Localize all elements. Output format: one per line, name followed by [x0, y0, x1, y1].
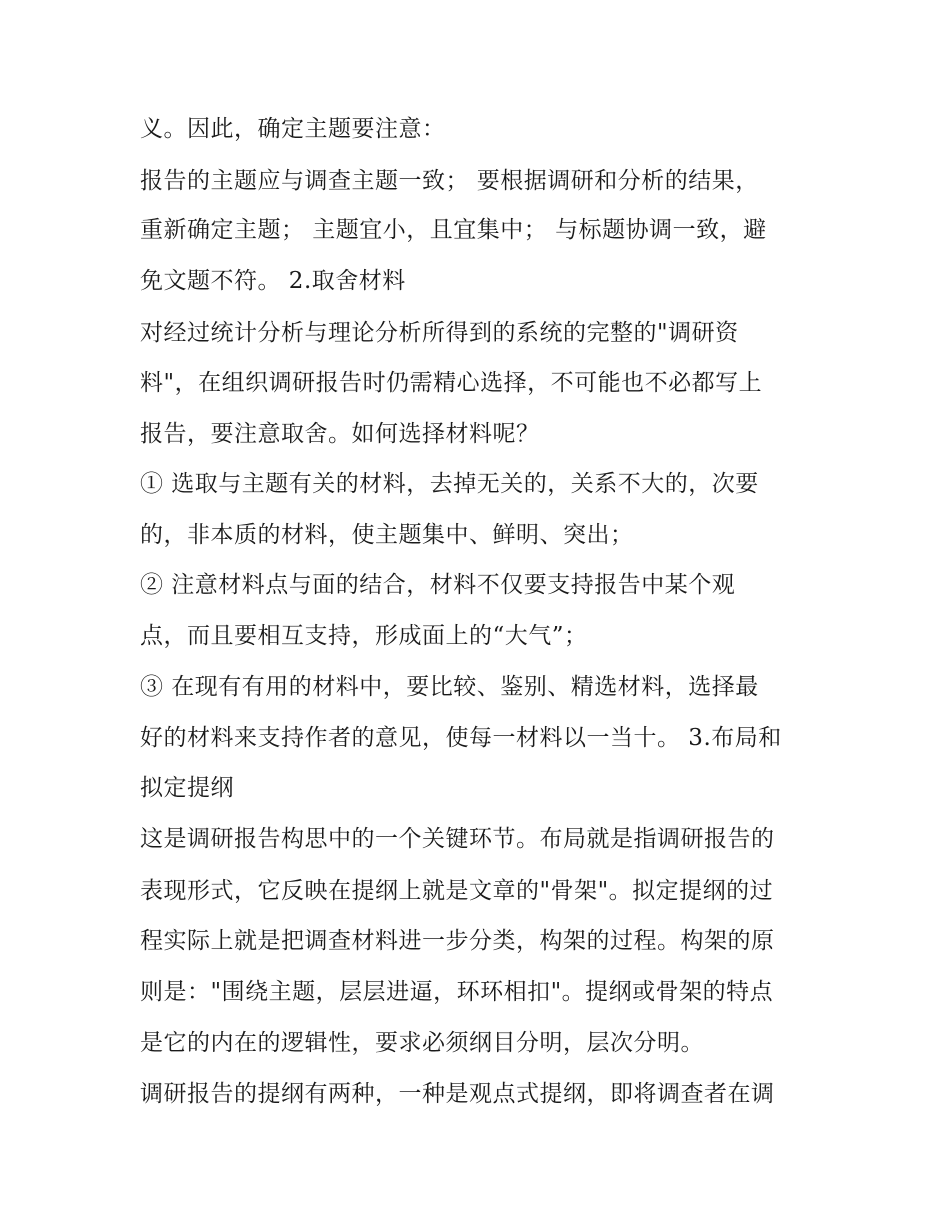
text-line: 重新确定主题； 主题宜小，且宜集中； 与标题协调一致，避 [140, 217, 767, 243]
list-item-3: ③ 在现有有用的材料中，要比较、鉴别、精选材料，选择最 [140, 674, 759, 700]
text-line: 调研报告的提纲有两种，一种是观点式提纲，即将调查者在调 [140, 1081, 775, 1107]
text-line: 点，而且要相互支持，形成面上的“大气”； [140, 623, 588, 649]
text-line: 免文题不符。 2.取舍材料 [140, 268, 406, 294]
text-line: 义。因此，确定主题要注意： [140, 116, 446, 142]
text-line: 好的材料来支持作者的意见，使每一材料以一当十。 3.布局和 [140, 725, 782, 751]
text-line: 程实际上就是把调查材料进一步分类，构架的过程。构架的原 [140, 928, 775, 954]
text-line: 对经过统计分析与理论分析所得到的系统的完整的"调研资 [140, 320, 739, 346]
text-line: 表现形式，它反映在提纲上就是文章的"骨架"。拟定提纲的过 [140, 878, 774, 904]
text-line: 的，非本质的材料，使主题集中、鲜明、突出； [140, 522, 634, 548]
text-line: 是它的内在的逻辑性，要求必须纲目分明，层次分明。 [140, 1030, 704, 1056]
text-line: 拟定提纲 [140, 775, 234, 801]
text-line: 这是调研报告构思中的一个关键环节。布局就是指调研报告的 [140, 826, 775, 852]
text-line: 料"，在组织调研报告时仍需精心选择，不可能也不必都写上 [140, 370, 763, 396]
text-line: 则是："围绕主题，层层进逼，环环相扣"。提纲或骨架的特点 [140, 979, 774, 1005]
list-item-2: ② 注意材料点与面的结合，材料不仅要支持报告中某个观 [140, 572, 736, 598]
text-line: 报告的主题应与调查主题一致； 要根据调研和分析的结果， [140, 168, 759, 194]
text-line: 报告，要注意取舍。如何选择材料呢？ [140, 421, 540, 447]
list-item-1: ① 选取与主题有关的材料，去掉无关的，关系不大的，次要 [140, 471, 759, 497]
